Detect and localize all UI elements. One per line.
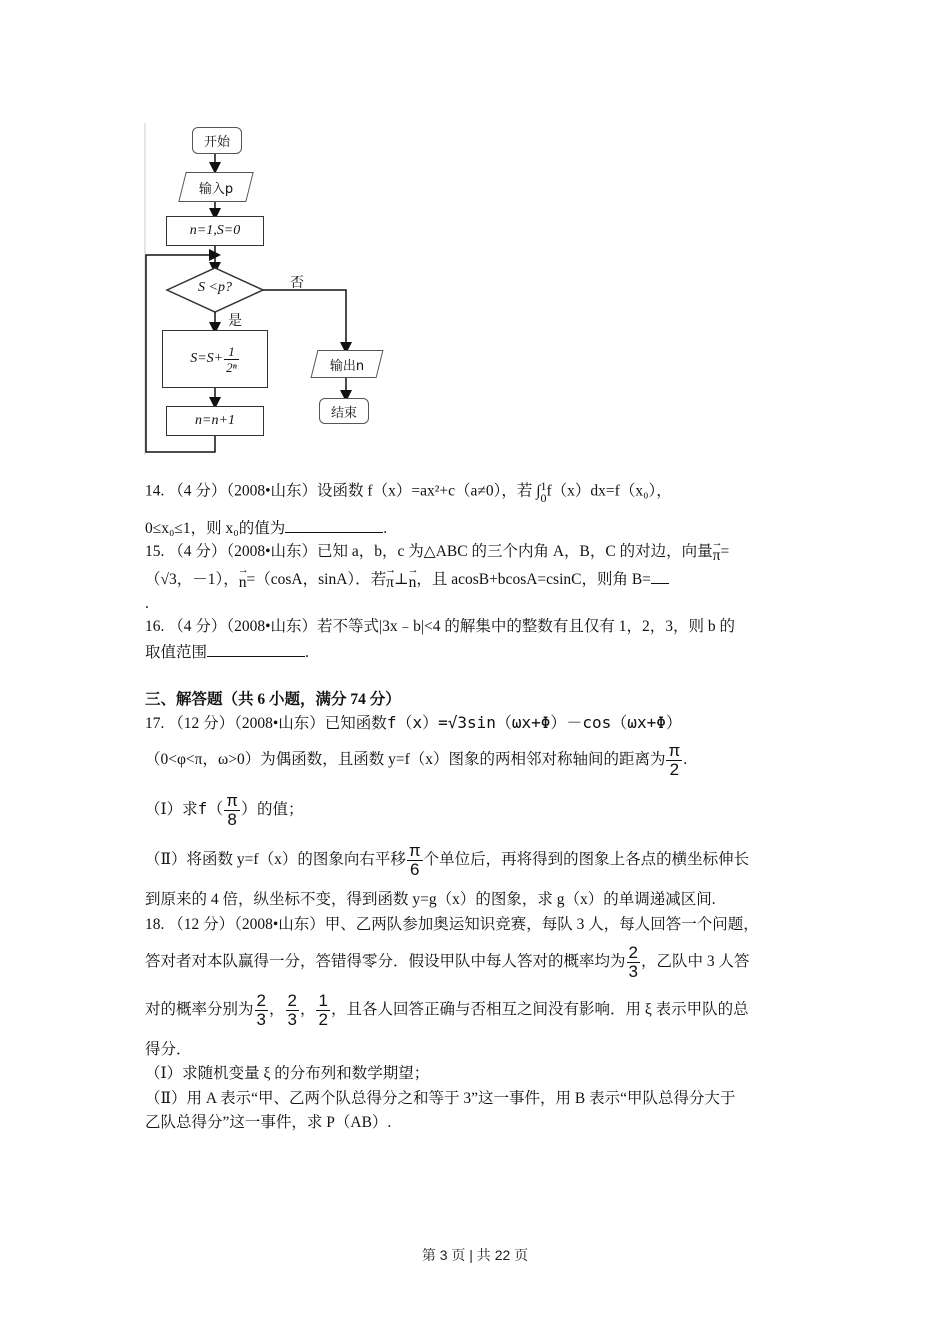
vector-n: → n <box>239 573 247 593</box>
question-18-line-2: 答对者对本队赢得一分，答错得零分．假设甲队中每人答对的概率均为 $\frac{2}{3}$ ，乙队中 3 人答 <box>145 943 750 981</box>
flowchart-yes-label: 是 <box>228 313 242 329</box>
vector-m: → π <box>713 546 721 566</box>
question-14-line-2: 0≤x₀≤1，则 x₀的值为 . <box>145 520 388 537</box>
fraction: $\frac{2}{3}$ <box>256 991 266 1029</box>
flowchart-output: 输出n <box>311 350 384 378</box>
flowchart-no-label: 否 <box>290 275 304 291</box>
flowchart-input: 输入p <box>178 172 253 202</box>
question-15-line-3: . <box>145 595 149 612</box>
flowchart <box>140 120 400 460</box>
question-17-part-2: （Ⅱ）将函数 y=f（x）的图象向右平移 $\frac{\pi}{6}$ 个单位后，再将得到的图象上各点的横坐标伸长 <box>145 841 750 879</box>
question-18-line-3: 对的概率分别为 $\frac{2}{3}$ ， $\frac{2}{3}$ ， $\frac{1}{2}$ ，且各人回答正确与否相互之间没有影响．用 ξ 表示甲队的总 <box>145 991 749 1029</box>
question-17-part-1: （Ⅰ）求f（ $\frac{\pi}{8}$ ）的值； <box>145 791 304 829</box>
vector-m: → π <box>386 573 394 593</box>
question-17-line-2: （0<φ<π，ω>0）为偶函数，且函数 y=f（x）图象的两相邻对称轴间的距离为 $\frac{\pi}{2}$ . <box>145 741 688 779</box>
question-14-line-1: 14. （4 分）（2008•山东）设函数 f（x）=ax²+c（a≠0），若 ∫ 1 0 f（x）dx=f（x₀）， <box>145 479 672 505</box>
fraction: $\frac{1}{2}$ <box>318 991 328 1029</box>
fraction: $\frac{2}{3}$ <box>287 991 297 1029</box>
question-16-line-1: 16. （4 分）（2008•山东）若不等式|3x﹣b|<4 的解集中的整数有且仅有 1，2，3，则 b 的 <box>145 618 736 635</box>
integral-limits: 1 0 <box>540 479 547 505</box>
question-18-part-2-line-1: （Ⅱ）用 A 表示“甲、乙两个队总得分之和等于 3”这一事件，用 B 表示“甲队总得分大于 <box>145 1090 736 1107</box>
flowchart-end: 结束 <box>319 398 369 424</box>
fraction: $\frac{2}{3}$ <box>628 943 638 981</box>
fraction: $\frac{\pi}{6}$ <box>408 841 421 879</box>
flowchart-condition: S <p? <box>198 280 232 295</box>
section-heading: 三、解答题（共 6 小题，满分 74 分） <box>145 691 401 708</box>
question-18-line-4: 得分． <box>145 1041 192 1058</box>
question-15-line-1: 15. （4 分）（2008•山东）已知 a，b，c 为△ABC 的三个内角 A，B，C 的对边，向量→ π= <box>145 542 729 566</box>
flowchart-start: 开始 <box>192 127 242 154</box>
question-18-line-1: 18. （12 分）（2008•山东）甲、乙两队参加奥运知识竞赛，每队 3 人，每人回答一个问题， <box>145 916 759 933</box>
fraction: $\frac{1}{\text{2ⁿ}}$ <box>226 343 237 375</box>
question-17-line-1: 17. （12 分）（2008•山东）已知函数f（x）=√3sin（ωx+Φ）－cos（ωx+Φ） <box>145 713 682 732</box>
flowchart-update-s: S=S+ $\frac{1}{\text{2ⁿ}}$ <box>162 330 268 388</box>
flowchart-init: n=1,S=0 <box>166 216 264 246</box>
page-footer: 第 3 页 | 共 22 页 <box>421 1247 529 1263</box>
flowchart-increment: n=n+1 <box>166 406 264 436</box>
vector-n: → n <box>409 573 417 593</box>
function-formula: f（x）=√3sin（ωx+Φ）－cos（ωx+Φ） <box>386 713 682 732</box>
answer-blank[interactable] <box>651 569 669 584</box>
question-16-line-2: 取值范围 . <box>145 644 309 661</box>
answer-blank[interactable] <box>285 518 383 533</box>
question-18-part-1: （Ⅰ）求随机变量 ξ 的分布列和数学期望； <box>145 1065 430 1082</box>
question-17-part-2-line-2: 到原来的 4 倍，纵坐标不变，得到函数 y=g（x）的图象，求 g（x）的单调递减区间. <box>145 891 716 908</box>
fraction: $\frac{\pi}{8}$ <box>226 791 238 829</box>
fraction: $\frac{\pi}{2}$ <box>668 741 681 779</box>
question-15-line-2: （√3，－1），→ n=（cosA，sinA）．若→ π⊥→ n，且 acosB+bcosA=csinC，则角 B= <box>145 569 669 593</box>
question-18-part-2-line-2: 乙队总得分”这一事件，求 P（AB）. <box>145 1114 392 1131</box>
answer-blank[interactable] <box>207 642 305 657</box>
